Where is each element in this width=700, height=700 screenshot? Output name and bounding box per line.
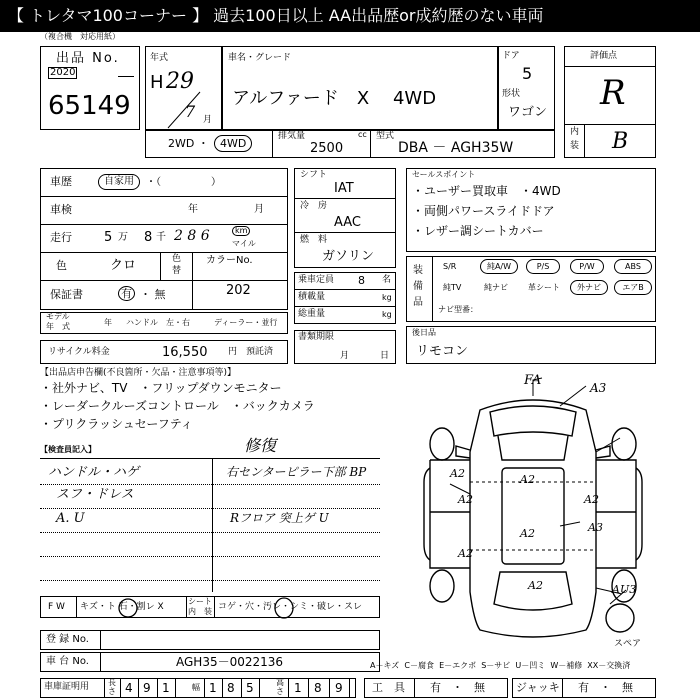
repair-note-2: Rフロア 突上ゲ U [230, 511, 329, 525]
length-digit-1: 4 [125, 681, 133, 695]
sales-point-1: ・ユーザー買取車 ・4WD [412, 184, 561, 198]
lot-number: 65149 [48, 91, 131, 121]
damage-legend: A－キズ C－腐食 E－エクボ S－サビ U－凹ミ W－補修 XX－交換済 [370, 661, 631, 670]
displacement-label: 排気量 [278, 131, 306, 141]
height-label-2: さ [276, 687, 284, 696]
seat-label-2: 内 装 [188, 607, 212, 616]
seat-label-1: シート [188, 597, 212, 606]
shaken-month: 月 [254, 204, 264, 215]
rear-value: リモコン [416, 344, 469, 359]
ac-label-2: 房 [318, 201, 328, 211]
mileage-label: 走行 [50, 231, 72, 244]
mileage-mile: マイル [232, 239, 256, 248]
diagram-mark-a2-door-r: A2 [584, 493, 599, 506]
handle-label: ハンドル 左・右 [126, 318, 190, 327]
weight-label: 総重量 [298, 309, 326, 319]
model-year-label-2: 年 式 [46, 322, 70, 331]
repair-note-1: 右センターピラー下部 BP [226, 465, 367, 479]
shaken-year: 年 [188, 204, 198, 215]
recycle-unit: 円 預託済 [228, 347, 274, 357]
length-digit-2: 9 [143, 681, 151, 695]
shift-label: シフト [300, 170, 328, 180]
garage-cert-label: 車庫証明用 [44, 682, 90, 692]
fuel-label-1: 燃 [300, 235, 310, 245]
drive-2wd: 2WD ・ [168, 137, 209, 150]
sales-point-2: ・両側パワースライドドア [412, 204, 555, 218]
diagram-mark-a2-left: A2 [450, 467, 465, 480]
recycle-label: リサイクル料金 [48, 347, 110, 357]
fw-text: キズ・ト 石・割レ X [80, 602, 164, 612]
interior-label-2: 装 [570, 141, 580, 151]
rear-label: 後日品 [412, 328, 436, 337]
month-unit: 月 [203, 115, 213, 125]
color-label: 色 [56, 259, 67, 272]
model-year-label-1: モデル [46, 312, 70, 321]
history-selected: 自家用 [98, 174, 140, 190]
inspector-note-1: ハンドル・ハゲ [48, 465, 140, 480]
interior-value: B [612, 129, 629, 154]
model-name: アルファード X 4WD [232, 88, 437, 109]
car-diagram [410, 372, 656, 652]
width-digit-3: 5 [246, 681, 254, 695]
comment-line-1: ・社外ナビ、TV ・フリップダウンモニター [40, 381, 282, 395]
month-value: 7 [185, 102, 196, 121]
height-digit-3: 9 [335, 681, 343, 695]
repaint-1: 色 [172, 254, 182, 264]
ac-label-1: 冷 [300, 201, 310, 211]
height-digit-2: 8 [314, 681, 322, 695]
type-value: DBA － AGH35W [398, 140, 514, 156]
repair-heading: 修復 [244, 436, 277, 455]
color-value: クロ [110, 258, 137, 273]
height-digit-1: 1 [294, 681, 302, 695]
load-label: 積載量 [298, 292, 326, 302]
width-label: 幅 [192, 683, 200, 692]
import-label: ディーラー・並行 [214, 318, 278, 327]
grade-value: R [600, 73, 626, 113]
chassis-label: 車 台 No. [46, 656, 89, 667]
warranty-label: 保証書 [50, 288, 83, 301]
capacity-value: 8 [358, 274, 365, 287]
capacity-unit: 名 [382, 275, 392, 285]
diagram-mark-a2-sill: A2 [458, 547, 473, 560]
jack-label: ジャッキ [516, 681, 560, 694]
color-no-label: カラーNo. [206, 255, 253, 266]
length-label-1: 長 [108, 678, 116, 687]
diagram-mark-a3-top: A3 [590, 381, 607, 395]
ac-value: AAC [334, 215, 361, 230]
shape-label: 形状 [502, 89, 521, 99]
jack-value: 有 ・ 無 [578, 681, 633, 694]
comment-line-2: ・レーダークルーズコントロール ・バックカメラ [40, 399, 315, 413]
navi-model-label: ナビ型番： [438, 305, 478, 314]
equip-ps: P/S [526, 259, 560, 274]
interior-label-1: 内 [570, 127, 580, 137]
fw-label: F W [48, 602, 65, 612]
registration-label: 登 録 No. [46, 634, 89, 645]
year-number: 29 [166, 69, 194, 94]
mileage-man: 5 [104, 230, 113, 245]
shape-value: ワゴン [508, 105, 548, 120]
capacity-label: 乗車定員 [298, 275, 335, 285]
period-month: 月 [340, 351, 350, 361]
warranty-yes: 有 [118, 286, 135, 301]
period-day: 日 [380, 351, 390, 361]
length-label-2: さ [108, 687, 116, 696]
chassis-value: AGH35－0022136 [176, 655, 284, 669]
mileage-written: 2 8 6 [174, 228, 210, 244]
equip-label-2: 備 [413, 281, 423, 292]
load-unit: kg [382, 293, 392, 302]
height-label-1: 高 [276, 678, 284, 687]
door-count: 5 [522, 64, 533, 83]
grade-label: 評価点 [590, 51, 618, 61]
lot-label: 出品 No. [56, 51, 120, 66]
door-label: ドア [502, 51, 520, 61]
year-era: H [150, 72, 164, 93]
history-rest: ・（ ） [146, 177, 221, 188]
registration-row [40, 630, 380, 650]
equip-navi: 純ナビ [484, 283, 508, 292]
displacement-value: 2500 [310, 141, 344, 156]
equip-alloy-wheels: 純A/W [480, 259, 518, 274]
warranty-rest: ・ 無 [140, 288, 166, 301]
diagram-mark-a2-bumper: A2 [528, 579, 543, 592]
comment-line-3: ・プリクラッシュセーフティ [40, 417, 193, 431]
model-label: 車名・グレード [228, 53, 292, 63]
paper-subtitle: （複合機 対応用紙） [40, 32, 120, 41]
inspector-label: 【検査員記入】 [40, 445, 96, 454]
diagram-mark-a2-roof: A2 [520, 473, 535, 486]
shift-value: IAT [334, 181, 354, 196]
mileage-km: km [232, 226, 250, 236]
mileage-sen: 8 [144, 230, 153, 245]
fw-circle-marks [100, 596, 380, 620]
diagram-mark-au3: AU3 [612, 583, 637, 596]
period-label: 書類期限 [298, 332, 335, 342]
comments-label: 【出品店申告欄(不良箇所・欠品・注意事項等)】 [40, 368, 237, 378]
displacement-unit: cc [358, 130, 367, 139]
weight-unit: kg [382, 310, 392, 319]
diagram-mark-a3-right: A3 [588, 521, 603, 534]
tools-label: 工 具 [372, 681, 405, 694]
equip-label-1: 装 [413, 265, 423, 276]
diagram-mark-fa: FA [524, 373, 542, 388]
recycle-value: 16,550 [162, 345, 208, 360]
diagram-mark-a2-door-l: A2 [458, 493, 473, 506]
type-label: 型式 [376, 131, 395, 141]
equip-sr: S/R [443, 262, 457, 271]
sales-label: セールスポイント [412, 170, 476, 179]
equip-leather: 革シート [528, 283, 560, 292]
length-digit-3: 1 [162, 681, 170, 695]
spare-label: スペア [614, 639, 642, 649]
equip-pw: P/W [570, 259, 604, 274]
drive-4wd-selected: 4WD [214, 135, 252, 152]
width-digit-2: 8 [227, 681, 235, 695]
inspector-note-2: スフ・ドレス [56, 487, 134, 502]
equip-airbag: エアB [614, 280, 652, 295]
equip-aftermarket-navi: 外ナビ [570, 280, 608, 295]
diagram-mark-a2-rear: A2 [520, 527, 535, 540]
repaint-2: 替 [172, 266, 182, 276]
width-digit-1: 1 [209, 681, 217, 695]
fuel-value: ガソリン [322, 249, 375, 264]
header-bar: 【 トレタマ100コーナー 】 過去100日以上 AA出品歴or成約歴のない車両 [0, 0, 700, 32]
equip-label-3: 品 [413, 297, 423, 308]
tools-value: 有 ・ 無 [430, 681, 485, 694]
seat-text: コゲ・穴・汚レ・シミ・破レ・スレ [218, 602, 363, 612]
history-label: 車歴 [50, 175, 72, 188]
shaken-label: 車検 [50, 203, 72, 216]
model-year-unit: 年 [104, 318, 112, 327]
inspector-note-3: A. U [56, 511, 85, 526]
mileage-sen-unit: 千 [156, 232, 166, 243]
sales-point-3: ・レザー調シートカバー [412, 224, 544, 238]
color-no-value: 202 [226, 283, 251, 298]
fuel-label-2: 料 [318, 235, 328, 245]
equip-tv: 純TV [443, 283, 462, 292]
year-label: 年式 [150, 53, 169, 63]
lot-year: 2020 [50, 67, 76, 78]
equip-abs: ABS [614, 259, 652, 274]
mileage-man-unit: 万 [118, 232, 128, 243]
